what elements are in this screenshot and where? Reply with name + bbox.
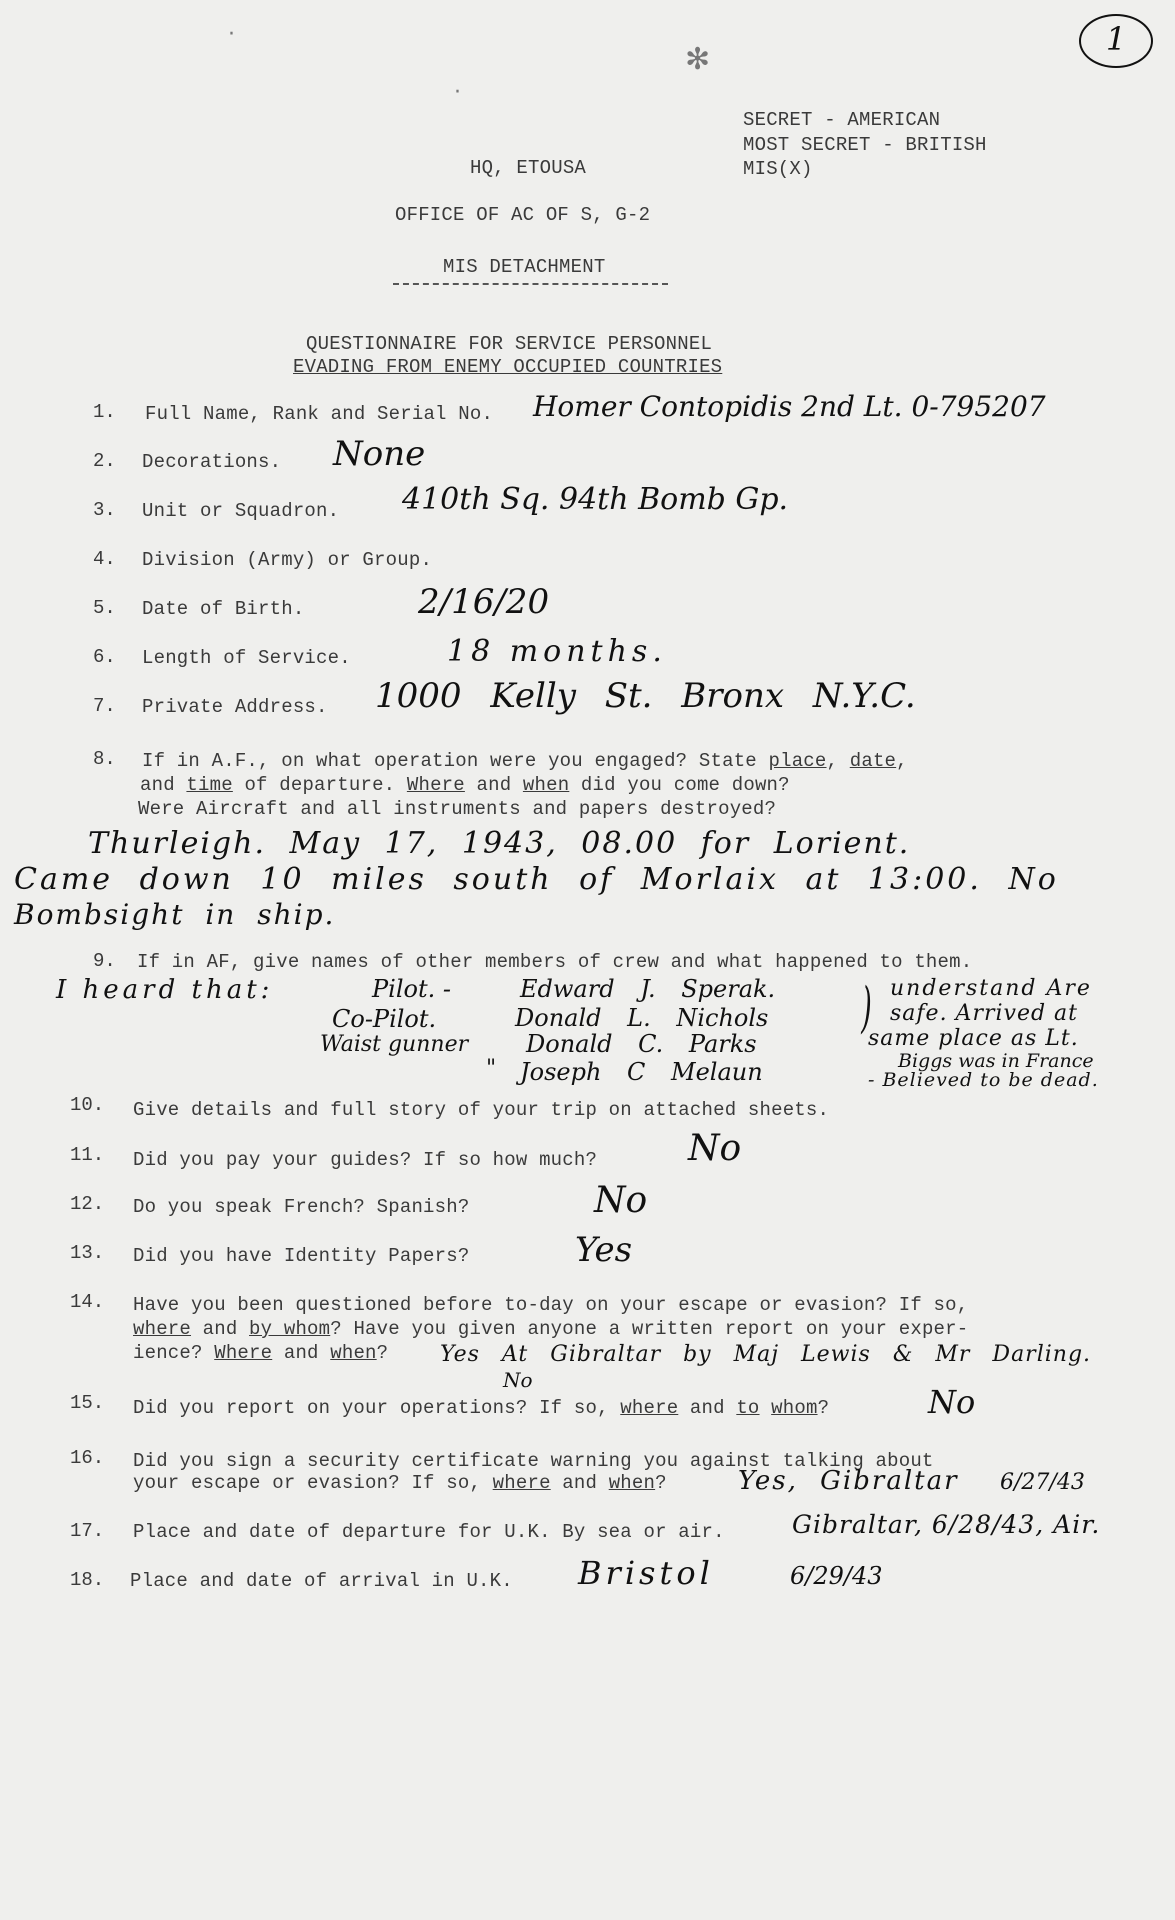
q8-line2 (140, 774, 790, 796)
q18-answer-date: 6/29/43 (790, 1562, 883, 1590)
q16-where: where (492, 1472, 551, 1494)
q6-number: 6. (93, 646, 116, 668)
q8-number: 8. (93, 748, 116, 770)
header-hq: HQ, ETOUSA (470, 157, 587, 179)
q3-number: 3. (93, 499, 116, 521)
q10-number: 10. (70, 1094, 105, 1116)
q8-line2-and2: and (464, 774, 523, 796)
q9-crew-name: Donald L. Nichols (515, 1004, 769, 1032)
q5-number: 5. (93, 597, 116, 619)
q14-by-whom: by whom (249, 1318, 331, 1340)
q8-date: date (849, 750, 897, 772)
page-number: 1 (1105, 20, 1127, 58)
q7-answer: 1000 Kelly St. Bronx N.Y.C. (375, 676, 916, 716)
q16-and: and (550, 1472, 609, 1494)
q15-answer: No (928, 1383, 976, 1421)
q14-line3-and: and (272, 1342, 331, 1364)
q17-answer: Gibraltar, 6/28/43, Air. (792, 1510, 1101, 1539)
q3-label: Unit or Squadron. (142, 500, 340, 522)
q16-line2 (133, 1472, 667, 1494)
q8-place: place (768, 750, 827, 772)
q1-answer: Homer Contopidis 2nd Lt. 0-795207 (533, 390, 1046, 423)
staple-mark: ✻ (685, 42, 711, 77)
q6-label: Length of Service. (142, 647, 351, 669)
q9-number: 9. (93, 950, 116, 972)
q16-number: 16. (70, 1447, 105, 1469)
q16-line1: Did you sign a security certificate warning you against talking about (133, 1450, 934, 1472)
q9-crew-role: Pilot. - (372, 975, 451, 1003)
q9-crew-role: Waist gunner (320, 1032, 469, 1057)
q13-number: 13. (70, 1242, 105, 1264)
q1-label: Full Name, Rank and Serial No. (145, 403, 494, 425)
q8-line2-and: and (140, 774, 187, 796)
q16-end: ? (655, 1472, 667, 1494)
q8-line2-end: did you come down? (569, 774, 790, 796)
q2-label: Decorations. (142, 451, 282, 473)
q9-note3: same place as Lt. (868, 1026, 1079, 1051)
q6-answer: 18 months. (447, 634, 667, 669)
q13-label: Did you have Identity Papers? (133, 1245, 470, 1267)
q12-answer: No (594, 1180, 648, 1221)
q14-line3-end: ? (376, 1342, 389, 1364)
q8-line3: Were Aircraft and all instruments and papers destroyed? (138, 798, 777, 820)
page-number-circle (1079, 14, 1153, 68)
q14-answer2: No (503, 1368, 533, 1392)
q17-number: 17. (70, 1520, 105, 1542)
q8-when: when (522, 774, 570, 796)
q3-answer: 410th Sq. 94th Bomb Gp. (402, 482, 789, 517)
q15-where: where (620, 1397, 679, 1419)
header-detachment: MIS DETACHMENT (443, 256, 606, 278)
title-line1: QUESTIONNAIRE FOR SERVICE PERSONNEL (306, 333, 713, 355)
q9-intro: I heard that: (56, 975, 274, 1005)
q14-line3-text: ience? (133, 1342, 215, 1364)
q15-number: 15. (70, 1392, 105, 1414)
q8-line1-text: If in A.F., on what operation were you engaged? State (142, 750, 769, 772)
q8-comma: , (896, 750, 908, 772)
q13-answer: Yes (575, 1230, 633, 1270)
q14-line3 (133, 1342, 388, 1364)
classification-american: SECRET - AMERICAN (743, 109, 941, 131)
q8-answer-line2: Came down 10 miles south of Morlaix at 13:00. No (14, 862, 1059, 897)
q16-answer: Yes, Gibraltar (738, 1466, 959, 1496)
q8-where: Where (406, 774, 465, 796)
q16-answer-date: 6/27/43 (1000, 1470, 1085, 1495)
paper-mark: · (454, 80, 461, 105)
q14-line2-text: ? Have you given anyone a written report on your exper- (330, 1318, 969, 1340)
q8-comma: , (826, 750, 850, 772)
q7-label: Private Address. (142, 696, 328, 718)
q11-answer: No (688, 1128, 742, 1169)
q15-end: ? (817, 1397, 830, 1419)
header-divider (393, 283, 668, 285)
q9-note2: safe. Arrived at (890, 1001, 1078, 1026)
q14-line1: Have you been questioned before to-day on your escape or evasion? If so, (133, 1294, 969, 1316)
q9-note1: understand Are (890, 976, 1092, 1001)
q2-answer: None (333, 434, 426, 474)
q11-label: Did you pay your guides? If so how much? (133, 1149, 598, 1171)
q14-when: when (330, 1342, 377, 1364)
q15-whom: whom (771, 1397, 818, 1419)
q2-number: 2. (93, 450, 116, 472)
q14-where2: Where (214, 1342, 273, 1364)
q9-bracket: ) (861, 976, 872, 1039)
q9-crew-name: Edward J. Sperak. (520, 975, 776, 1003)
q16-when: when (608, 1472, 656, 1494)
classification-mis: MIS(X) (743, 158, 813, 180)
classification-british: MOST SECRET - BRITISH (743, 134, 987, 156)
q9-crew-name: Donald C. Parks (526, 1030, 757, 1058)
q10-label: Give details and full story of your trip on attached sheets. (133, 1099, 830, 1121)
q9-label: If in AF, give names of other members of crew and what happened to them. (137, 951, 973, 973)
q14-line2-and: and (191, 1318, 250, 1340)
q5-label: Date of Birth. (142, 598, 305, 620)
q8-answer-line3: Bombsight in ship. (14, 898, 336, 931)
q8-answer-line1: Thurleigh. May 17, 1943, 08.00 for Lorient. (88, 826, 911, 861)
q16-line2-text: your escape or evasion? If so, (133, 1472, 493, 1494)
q1-number: 1. (93, 401, 116, 423)
q18-label: Place and date of arrival in U.K. (130, 1570, 513, 1592)
q12-label: Do you speak French? Spanish? (133, 1196, 470, 1218)
q18-number: 18. (70, 1569, 105, 1591)
q11-number: 11. (70, 1144, 105, 1166)
q9-note5: - Believed to be dead. (868, 1069, 1099, 1091)
q9-crew-name: Joseph C Melaun (520, 1058, 763, 1086)
q15-and: and (678, 1397, 737, 1419)
q14-answer: Yes At Gibraltar by Maj Lewis & Mr Darling. (440, 1342, 1092, 1367)
q5-answer: 2/16/20 (418, 582, 550, 622)
q14-where: where (133, 1318, 192, 1340)
q15-line (133, 1397, 829, 1419)
q15-text: Did you report on your operations? If so, (133, 1397, 621, 1419)
paper-mark: · (228, 22, 235, 47)
q8-time: time (186, 774, 233, 796)
q7-number: 7. (93, 695, 116, 717)
q14-number: 14. (70, 1291, 105, 1313)
q9-crew-role: " (486, 1056, 497, 1081)
q14-line2 (133, 1318, 968, 1340)
header-office: OFFICE OF AC OF S, G-2 (395, 204, 651, 226)
q12-number: 12. (70, 1193, 105, 1215)
q15-space (760, 1397, 772, 1419)
q15-to: to (736, 1397, 760, 1419)
q9-crew-role: Co-Pilot. (332, 1005, 437, 1033)
q9-note4: Biggs was in France (898, 1050, 1094, 1072)
q17-label: Place and date of departure for U.K. By sea or air. (133, 1521, 725, 1543)
q4-number: 4. (93, 548, 116, 570)
q8-line2-text: of departure. (232, 774, 407, 796)
title-line2: EVADING FROM ENEMY OCCUPIED COUNTRIES (293, 356, 723, 378)
q18-answer: Bristol (578, 1554, 714, 1592)
q4-label: Division (Army) or Group. (142, 549, 433, 571)
q8-line1 (142, 750, 908, 772)
